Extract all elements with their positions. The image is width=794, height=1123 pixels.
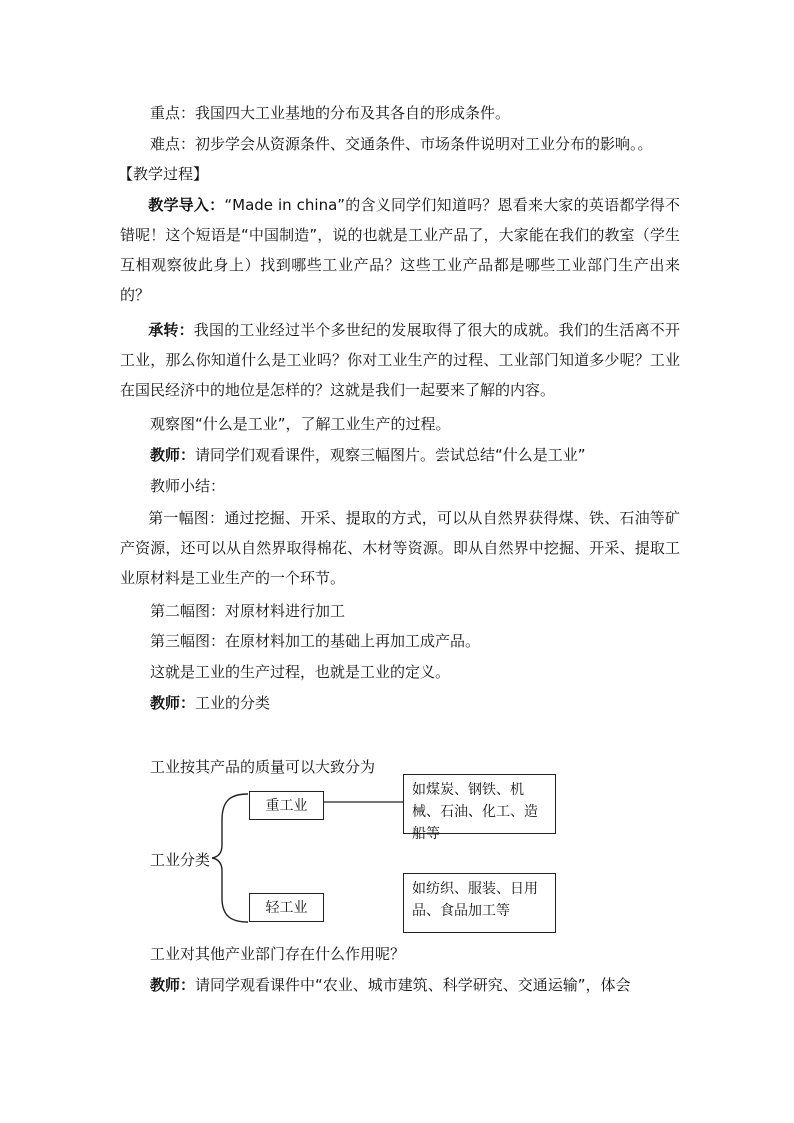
section-heading: 【教学过程】 bbox=[118, 165, 209, 183]
intro-text: “Made in china”的含义同学们知道吗？恩看来大家的英语都学得不错呢！这个短语是“中国制造”，说的也就是工业产品了，大家能在我们的教室（学生互相观察彼此身上）找到哪些工业产品？这些工业产品都是哪些工业部门生产出来的？ bbox=[120, 196, 680, 304]
question-line: 工业对其他产业部门存在什么作用呢？ bbox=[150, 945, 406, 963]
heavy-examples-box bbox=[403, 774, 556, 842]
root-brace bbox=[212, 794, 248, 922]
teacher-label: 教师： bbox=[150, 976, 196, 994]
transition-text: 我国的工业经过半个多世纪的发展取得了很大的成就。我们的生活离不开工业，那么你知道什么是工业吗？你对工业生产的过程、工业部门知道多少呢？工业在国民经济中的地位是怎样的？这就是我们一起要来了解的内容。 bbox=[120, 321, 680, 399]
teacher-label: 教师： bbox=[150, 694, 196, 712]
transition-label: 承转： bbox=[148, 321, 194, 339]
pic2-line: 第二幅图：对原材料进行加工 bbox=[150, 602, 346, 620]
teacher-label: 教师： bbox=[150, 446, 196, 464]
definition-line: 这就是工业的生产过程，也就是工业的定义。 bbox=[150, 663, 451, 681]
light-industry-label: 轻工业 bbox=[265, 900, 308, 916]
teacher-text: 工业的分类 bbox=[195, 694, 271, 712]
pic3-line: 第三幅图：在原材料加工的基础上再加工成产品。 bbox=[150, 632, 481, 650]
summary-label: 教师小结： bbox=[150, 477, 226, 495]
teacher-text: 请同学们观看课件，观察三幅图片。尝试总结“什么是工业” bbox=[195, 446, 586, 464]
diagram-root-label: 工业分类 bbox=[150, 851, 211, 869]
diagram-caption: 工业按其产品的质量可以大致分为 bbox=[150, 758, 376, 776]
heavy-industry-label: 重工业 bbox=[265, 798, 308, 814]
teacher-line-3 bbox=[150, 975, 631, 995]
heavy-industry-box bbox=[249, 791, 324, 820]
difficult-point: 难点：初步学会从资源条件、交通条件、市场条件说明对工业分布的影响。。 bbox=[150, 135, 653, 153]
key-point: 重点：我国四大工业基地的分布及其各自的形成条件。 bbox=[150, 104, 511, 122]
teacher-text: 请同学观看课件中“农业、城市建筑、科学研究、交通运输”，体会 bbox=[195, 976, 631, 994]
light-examples-text: 如纺织、服装、日用品、食品加工等 bbox=[412, 881, 538, 919]
light-examples-box bbox=[403, 873, 556, 933]
light-industry-box bbox=[249, 893, 324, 922]
heavy-examples-text: 如煤炭、钢铁、机械、石油、化工、造船等 bbox=[412, 782, 538, 842]
intro-label: 教学导入： bbox=[148, 196, 225, 214]
pic1-text: 第一幅图：通过挖掘、开采、提取的方式，可以从自然界获得煤、铁、石油等矿产资源，还可以从自然界取得棉花、木材等资源。即从自然界中挖掘、开采、提取工业原材料是工业生产的一个环节。 bbox=[120, 509, 680, 587]
observe-line: 观察图“什么是工业”，了解工业生产的过程。 bbox=[150, 415, 451, 433]
